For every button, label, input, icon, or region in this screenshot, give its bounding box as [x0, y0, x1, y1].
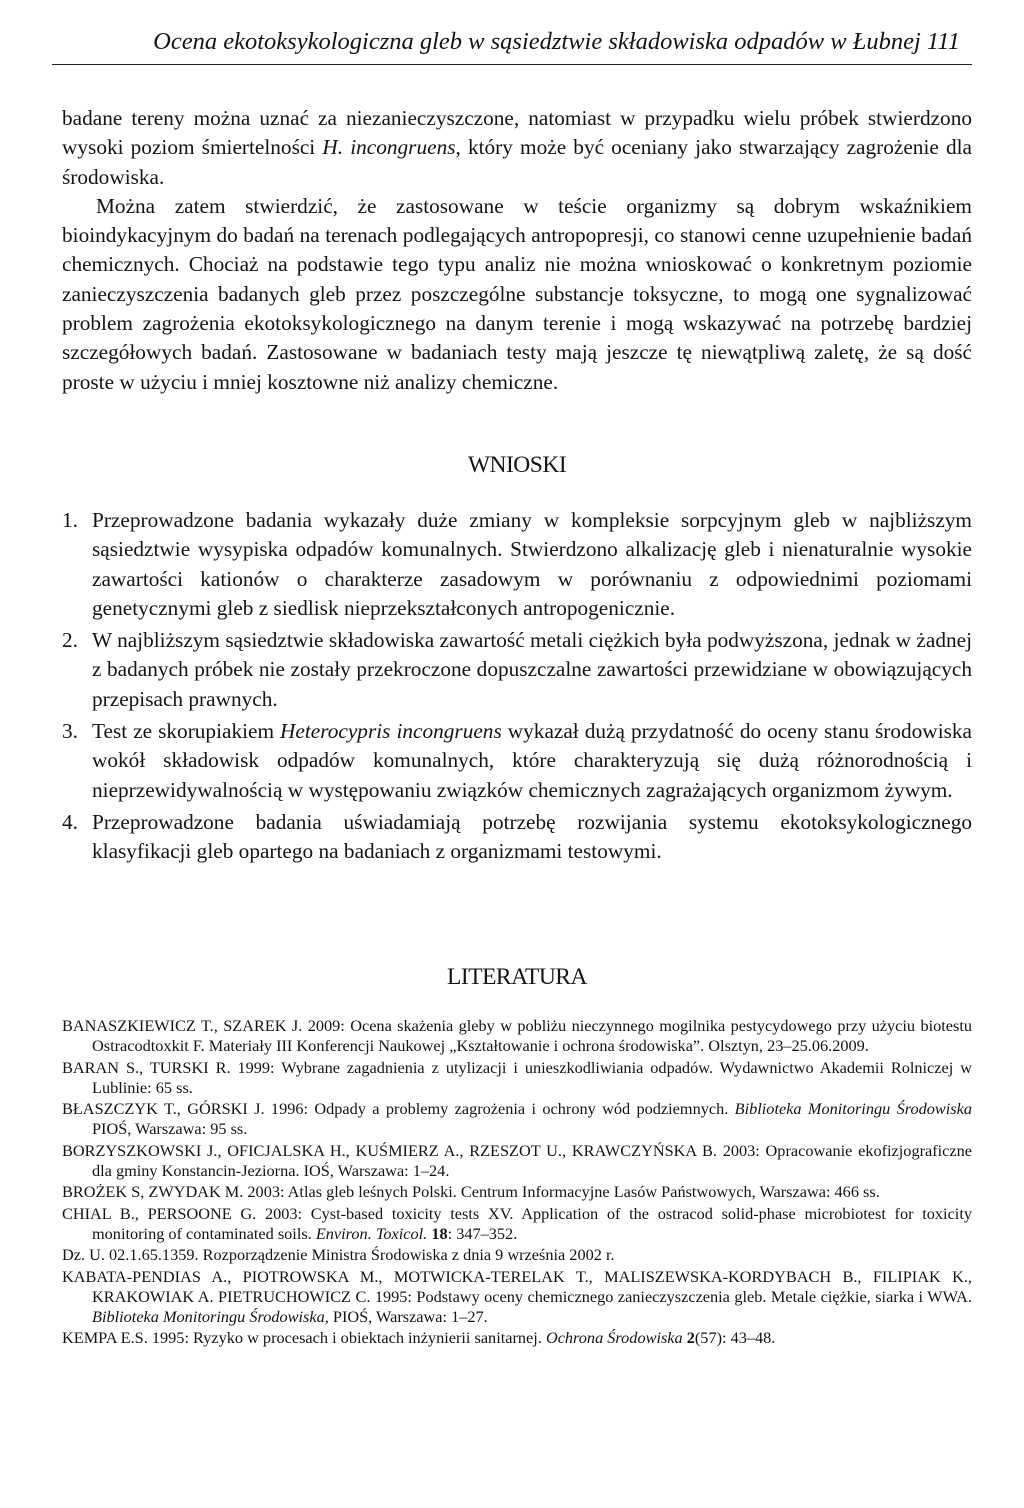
- reference-text: : 347–352.: [447, 1223, 518, 1243]
- reference-entry: Dz. U. 02.1.65.1359. Rozporządzenie Ministra Środowiska z dnia 9 września 2002 r.: [62, 1245, 615, 1265]
- reference-text: CHIAL B., PERSOONE G. 2003: Cyst-based toxicity tests XV. Application of the ostracod solid-phase microbiotest for toxicity monitoring of contaminated soils.: [62, 1203, 972, 1243]
- reference-volume: 2: [682, 1328, 695, 1348]
- conclusion-item: [62, 808, 972, 867]
- literature-heading: LITERATURA: [447, 964, 587, 990]
- item-text: Przeprowadzone badania wykazały duże zmiany w kompleksie sorpcyjnym gleb w najbliższym sąsiedztwie wysypiska odpadów komunalnych. Stwierdzono alkalizację gleb i nienaturalnie wysokie zawartości kationów o charakterze zasadowym w porównaniu z odpowiednimi poziomami genetycznymi gleb z siedlisk nieprzekształconych antropogenicznie.: [92, 508, 972, 620]
- reference-text: BŁASZCZYK T., GÓRSKI J. 1996: Odpady a problemy zagrożenia i ochrony wód podziemnych.: [62, 1099, 735, 1119]
- item-text: W najbliższym sąsiedztwie składowiska zawartość metali ciężkich była podwyższona, jednak w żadnej z badanych próbek nie zostały przekroczone dopuszczalne zawartości przewidziane w obowiązujących przepisach prawnych.: [92, 628, 972, 711]
- reference-entry: [62, 1328, 972, 1348]
- item-text: wykazał dużą przydatność do oceny stanu środowiska wokół składowisk odpadów komunalnych, które charakteryzują się dużą różnorodnością i nieprzewidywalnością w występowaniu związków chemicznych zagrażających organizmom żywym.: [92, 719, 972, 802]
- reference-text: KEMPA E.S. 1995: Ryzyko w procesach i obiektach inżynierii sanitarnej.: [62, 1328, 546, 1348]
- reference-series: Biblioteka Monitoringu Środowiska: [92, 1307, 325, 1327]
- reference-text: PIOŚ, Warszawa: 95 ss.: [92, 1119, 248, 1139]
- conclusion-item: [62, 717, 972, 805]
- reference-list: [62, 1016, 972, 1350]
- reference-series: Biblioteka Monitoringu Środowiska: [734, 1099, 972, 1119]
- paragraph-continuation: [62, 104, 972, 192]
- reference-entry: BANASZKIEWICZ T., SZAREK J. 2009: Ocena skażenia gleby w pobliżu nieczynnego mogilnika pestycydowego przy użyciu biotestu Ostracodtoxkit F. Materiały III Konferencji Naukowej „Kształtowanie i ochrona środowiska”. Olsztyn, 23–25.06.2009.: [62, 1016, 972, 1056]
- reference-entry: BORZYSZKOWSKI J., OFICJALSKA H., KUŚMIERZ A., RZESZOT U., KRAWCZYŃSKA B. 2003: Opracowanie ekofizjograficzne dla gminy Konstancin-Jeziorna. IOŚ, Warszawa: 1–24.: [62, 1140, 972, 1181]
- discussion-text: [62, 104, 972, 397]
- conclusions-heading: WNIOSKI: [467, 452, 567, 478]
- reference-journal: Environ. Toxicol.: [315, 1223, 428, 1243]
- item-number: 4.: [62, 809, 78, 834]
- paragraph-text: badane tereny można uznać za niezanieczyszczone, natomiast w przypadku wielu próbek stwierdzono wysoki poziom śmiertelności: [62, 106, 972, 160]
- conclusion-item: [62, 506, 972, 623]
- item-number: 3.: [62, 719, 78, 744]
- item-number: 1.: [62, 508, 78, 532]
- conclusions-list: [62, 506, 972, 870]
- paragraph: Można zatem stwierdzić, że zastosowane w teście organizmy są dobrym wskaźnikiem bioindykacyjnym do badań na terenach podlegających antropopresji, co stanowi cenne uzupełnienie badań chemicznych. Chociaż na podstawie tego typu analiz nie można wnioskować o konkretnym poziomie zanieczyszczenia badanych gleb przez poszczególne substancje toksyczne, to mogą one sygnalizować problem zagrożenia ekotoksykologicznego na danym terenie i mogą wskazywać na potrzebę bardziej szczegółowych badań. Zastosowane w badaniach testy mają jeszcze tę niewątpliwą zaletę, że są dość proste w użyciu i mniej kosztowne niż analizy chemiczne.: [62, 193, 972, 394]
- reference-entry: BARAN S., TURSKI R. 1999: Wybrane zagadnienia z utylizacji i unieszkodliwiania odpadów. Wydawnictwo Akademii Rolniczej w Lublinie: 65 ss.: [62, 1057, 972, 1097]
- reference-entry: BROŻEK S, ZWYDAK M. 2003: Atlas gleb leśnych Polski. Centrum Informacyjne Lasów Państwowych, Warszawa: 466 ss.: [62, 1182, 880, 1202]
- running-title: Ocena ekotoksykologiczna gleb w sąsiedztwie składowiska odpadów w Łubnej 111: [153, 28, 960, 55]
- reference-text: (57): 43–48.: [694, 1328, 776, 1348]
- reference-volume: 18: [427, 1223, 448, 1243]
- running-header: [52, 26, 972, 65]
- reference-entry: [62, 1267, 972, 1328]
- item-text: Test ze skorupiakiem: [92, 719, 281, 744]
- species-name: Heterocypris incongruens: [280, 719, 502, 744]
- item-text: Przeprowadzone badania uświadamiają potrzebę rozwijania systemu ekotoksykologicznego klasyfikacji gleb opartego na badaniach z organizmami testowymi.: [92, 809, 972, 864]
- reference-entry: [62, 1099, 972, 1140]
- conclusion-item: [62, 626, 972, 714]
- species-name: H. incongruens: [322, 135, 456, 160]
- reference-text: KABATA-PENDIAS A., PIOTROWSKA M., MOTWICKA-TERELAK T., MALISZEWSKA-KORDYBACH B., FILIPIAK K., KRAKOWIAK A. PIETRUCHOWICZ C. 1995: Podstawy oceny chemicznego zanieczyszczenia gleb. Metale ciężkie, siarka i WWA.: [62, 1266, 972, 1306]
- reference-journal: Ochrona Środowiska: [545, 1328, 683, 1348]
- reference-text: , PIOŚ, Warszawa: 1–27.: [324, 1307, 488, 1327]
- item-number: 2.: [62, 628, 78, 653]
- paragraph-text: , który może być oceniany jako stwarzający zagrożenie dla środowiska.: [62, 135, 972, 189]
- reference-entry: [62, 1204, 972, 1245]
